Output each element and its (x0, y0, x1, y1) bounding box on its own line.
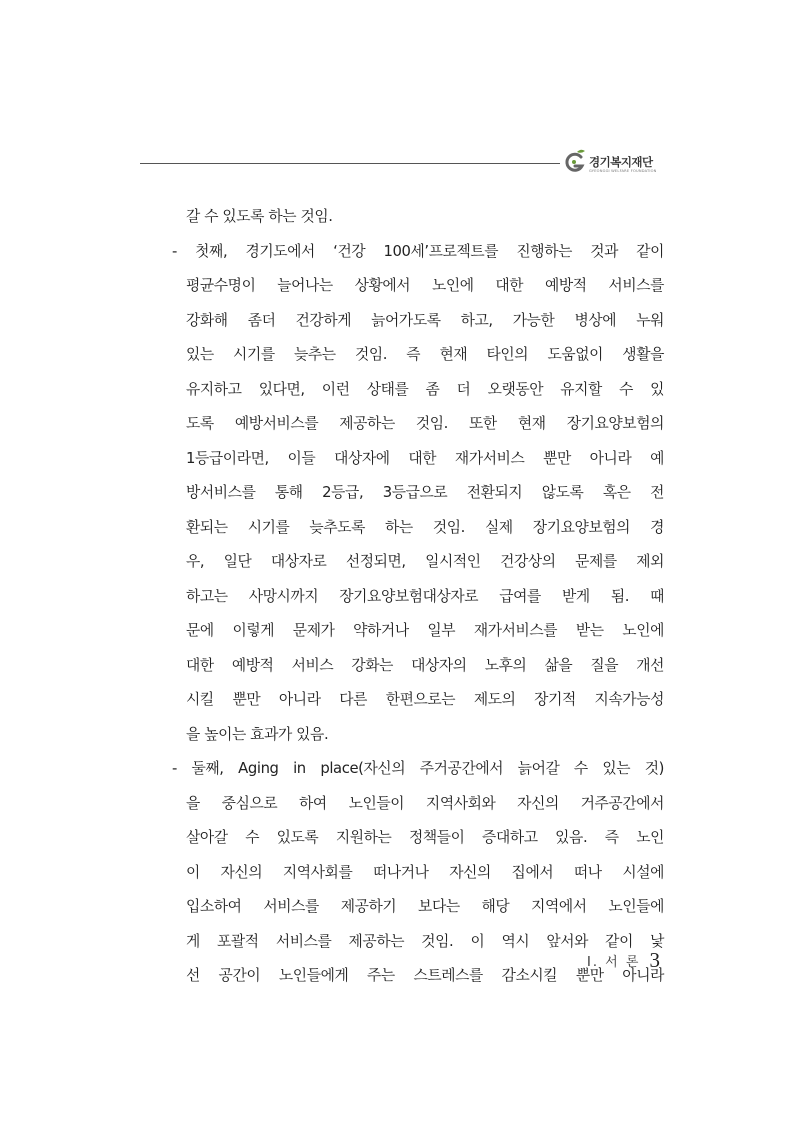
text-line: 1등급이라면, 이들 대상자에 대한 재가서비스 뿐만 아니라 예 (186, 449, 664, 467)
text-line: 우, 일단 대상자로 선정되면, 일시적인 건강상의 문제를 제외 (186, 553, 664, 570)
page-footer (560, 948, 660, 978)
section-label: Ⅰ. 서 론 (587, 955, 641, 970)
foundation-name: 경기복지재단 (589, 155, 653, 169)
foundation-logo-icon (562, 148, 588, 176)
bullet-line: - 첫째, 경기도에서 ‘건강 100세’프로젝트를 진행하는 것과 같이 (172, 242, 664, 260)
foundation-logo (562, 148, 692, 178)
header-rule (140, 163, 560, 164)
text-line: 갈 수 있도록 하는 것임. (186, 208, 333, 225)
text-line: 선 공간이 노인들에게 주는 스트레스를 감소시킬 뿐만 아니라 (186, 967, 664, 984)
text-line: 도록 예방서비스를 제공하는 것임. 또한 현재 장기요양보험의 (186, 415, 664, 432)
text-line: 게 포괄적 서비스를 제공하는 것임. 이 역시 앞서와 같이 낯 (186, 932, 664, 950)
text-line: 살아갈 수 있도록 지원하는 정책들이 증대하고 있음. 즉 노인 (186, 829, 664, 846)
text-line: 시킬 뿐만 아니라 다른 한편으로는 제도의 장기적 지속가능성 (186, 691, 664, 708)
text-line: 유지하고 있다면, 이런 상태를 좀 더 오랫동안 유지할 수 있 (186, 380, 664, 398)
text-line: 환되는 시기를 늦추도록 하는 것임. 실제 장기요양보험의 경 (186, 518, 664, 536)
body-text (172, 200, 664, 994)
foundation-name-en: GYEONGGI WELFARE FOUNDATION (589, 169, 657, 173)
text-line: 대한 예방적 서비스 강화는 대상자의 노후의 삶을 질을 개선 (186, 656, 664, 674)
text-line: 문에 이렇게 문제가 약하거나 일부 재가서비스를 받는 노인에 (186, 622, 664, 639)
text-line: 있는 시기를 늦추는 것임. 즉 현재 타인의 도움없이 생활을 (186, 346, 664, 363)
text-line: 평균수명이 늘어나는 상황에서 노인에 대한 예방적 서비스를 (186, 277, 664, 294)
text-line: 하고는 사망시까지 장기요양보험대상자로 급여를 받게 됨. 때 (186, 587, 664, 605)
text-line: 방서비스를 통해 2등급, 3등급으로 전환되지 않도록 혹은 전 (186, 484, 664, 501)
text-line: 을 높이는 효과가 있음. (186, 725, 329, 743)
text-line: 입소하여 서비스를 제공하기 보다는 해당 지역에서 노인들에 (186, 898, 664, 915)
bullet-line: - 둘째, Aging in place(자신의 주거공간에서 늙어갈 수 있는 것) (172, 760, 664, 777)
text-line: 강화해 좀더 건강하게 늙어가도록 하고, 가능한 병상에 누워 (186, 311, 664, 329)
page-number: 3 (649, 948, 660, 972)
text-line: 이 자신의 지역사회를 떠나거나 자신의 집에서 떠나 시설에 (186, 863, 664, 881)
text-line: 을 중심으로 하여 노인들이 지역사회와 자신의 거주공간에서 (186, 794, 664, 812)
